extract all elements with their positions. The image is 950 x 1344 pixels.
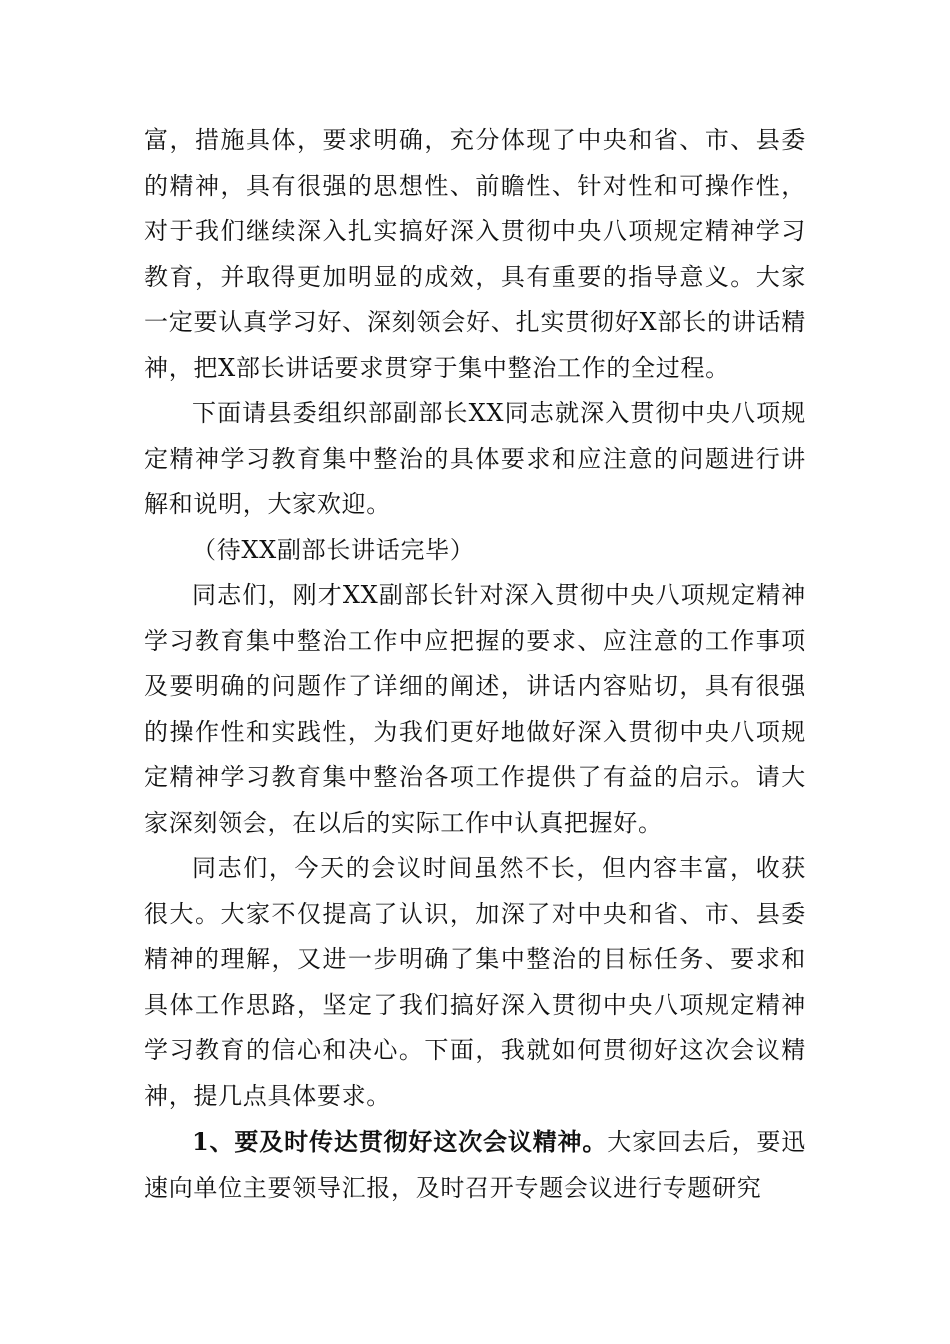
paragraph-summary-remarks: 同志们，刚才XX副部长针对深入贯彻中央八项规定精神学习教育集中整治工作中应把握的要求、应注意的工作事项及要明确的问题作了详细的阐述，讲话内容贴切，具有很强的操作性和实践性，为我们更好地做好深入贯彻中央八项规定精神学习教育集中整治各项工作提供了有益的启示。请大家深刻领会，在以后的实际工作中认真把握好。 [144, 581, 806, 837]
paragraph-stage-note: （待XX副部长讲话完毕） [192, 535, 475, 564]
document-page [144, 118, 806, 1211]
paragraph-speaker-introduction: 下面请县委组织部副部长XX同志就深入贯彻中央八项规定精神学习教育集中整治的具体要求和应注意的问题进行讲解和说明，大家欢迎。 [144, 399, 806, 518]
paragraph-requirement-1 [144, 1119, 806, 1211]
paragraph-continuation: 富，措施具体，要求明确，充分体现了中央和省、市、县委的精神，具有很强的思想性、前瞻性、针对性和可操作性，对于我们继续深入扎实搞好深入贯彻中央八项规定精神学习教育，并取得更加明显的成效，具有重要的指导意义。大家一定要认真学习好、深刻领会好、扎实贯彻好X部长的讲话精神，把X部长讲话要求贯穿于集中整治工作的全过程。 [144, 126, 806, 382]
requirement-1-body: 大家回去后，要迅速向单位主要领导汇报，及时召开专题会议进行专题研究 [144, 1128, 806, 1202]
paragraph-meeting-summary: 同志们，今天的会议时间虽然不长，但内容丰富，收获很大。大家不仅提高了认识，加深了对中央和省、市、县委精神的理解，又进一步明确了集中整治的目标任务、要求和具体工作思路，坚定了我们搞好深入贯彻中央八项规定精神学习教育的信心和决心。下面，我就如何贯彻好这次会议精神，提几点具体要求。 [144, 854, 806, 1110]
requirement-1-heading: 1、要及时传达贯彻好这次会议精神。 [192, 1127, 608, 1156]
